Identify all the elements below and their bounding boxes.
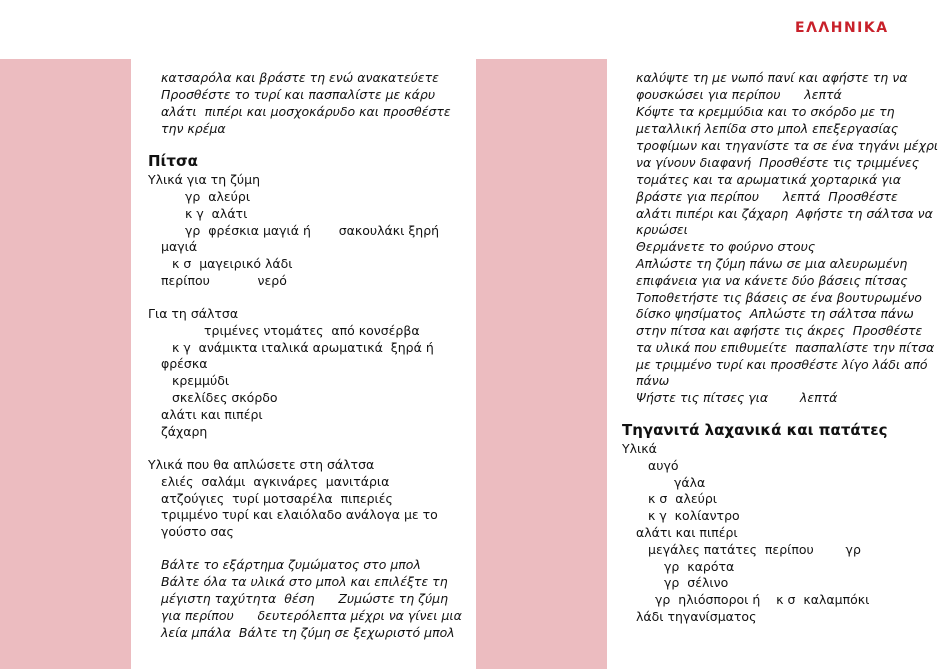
topping-heading: Υλικά που θα απλώσετε στη σάλτσα [148,457,375,472]
method-line: φουσκώσει για περίπου λεπτά [636,87,842,102]
method-line: τροφίμων και τηγανίστε τα σε ένα τηγάνι μέχρι [636,138,939,153]
method-line: καλύψτε τη με νωπό πανί και αφήστε τη να [636,70,908,85]
ingredient-line: κ γ κολίαντρο [648,508,740,523]
ingredient-line: κρεμμύδι [172,373,230,388]
text-line: κατσαρόλα και βράστε τη ενώ ανακατεύετε [161,70,439,85]
ingredient-line: φρέσκα [161,356,208,371]
method-line: βράστε για περίπου λεπτά Προσθέστε [636,189,898,204]
ingredient-line: σκελίδες σκόρδο [172,390,278,405]
method-line: επιφάνεια για να κάνετε δύο βάσεις πίτσας [636,273,908,288]
text-line: Προσθέστε το τυρί και πασπαλίστε με κάρυ [161,87,436,102]
method-line: για περίπου δευτερόλεπτα μέχρι να γίνει μια [161,608,462,623]
ingredient-line: γρ σέλινο [664,575,729,590]
method-line: να γίνουν διαφανή Προσθέστε τις τριμμένες [636,155,920,170]
method-line: δίσκο ψησίματος Απλώστε τη σάλτσα πάνω [636,306,914,321]
ingredient-line: γρ φρέσκια μαγιά ή σακουλάκι ξηρή [185,223,440,238]
sauce-heading: Για τη σάλτσα [148,306,239,321]
language-label: ΕΛΛΗΝΙΚΑ [795,20,889,36]
method-line: πάνω [636,373,670,388]
text-line: την κρέμα [161,121,226,136]
left-margin-band [0,59,131,669]
ingredient-line: τριμένες ντομάτες από κονσέρβα [204,323,420,338]
ingredient-line: μεγάλες πατάτες περίπου γρ [648,542,861,557]
dough-heading: Υλικά για τη ζύμη [148,172,261,187]
ingredient-line: γρ καρότα [664,559,735,574]
ingredient-line: γρ αλεύρι [185,189,251,204]
method-line: κρυώσει [636,222,688,237]
ingredient-line: τριμμένο τυρί και ελαιόλαδο ανάλογα με το [161,507,438,522]
ingredient-line: κ γ αλάτι [185,206,248,221]
ingredient-line: λάδι τηγανίσματος [636,609,757,624]
ingredient-line: κ σ αλεύρι [648,491,718,506]
method-line: Τοποθετήστε τις βάσεις σε ένα βουτυρωμένο [636,290,922,305]
method-line: μεταλλική λεπίδα στο μπολ επεξεργασίας [636,121,899,136]
ingredient-line: ελιές σαλάμι αγκινάρες μανιτάρια [161,474,390,489]
method-line: Κόψτε τα κρεμμύδια και το σκόρδο με τη [636,104,895,119]
text-line: αλάτι πιπέρι και μοσχοκάρυδο και προσθέστε [161,104,451,119]
method-line: αλάτι πιπέρι και ζάχαρη Αφήστε τη σάλτσα να [636,206,933,221]
method-line: στην πίτσα και αφήστε τις άκρες Προσθέστε [636,323,923,338]
method-line: Απλώστε τη ζύμη πάνω σε μια αλευρωμένη [636,256,908,271]
method-line: Ψήστε τις πίτσες για λεπτά [636,390,838,405]
method-line: Βάλτε το εξάρτημα ζυμώματος στο μπολ [161,557,421,572]
ingredient-line: αλάτι και πιπέρι [161,407,263,422]
ingredient-line: αυγό [648,458,679,473]
fried-ingredients-heading: Υλικά [622,441,657,456]
ingredient-line: περίπου νερό [161,273,287,288]
fried-vegetables-title: Τηγανιτά λαχανικά και πατάτες [622,421,888,439]
ingredient-line: γρ ηλιόσποροι ή κ σ καλαμπόκι [655,592,870,607]
method-line: λεία μπάλα Βάλτε τη ζύμη σε ξεχωριστό μπολ [161,625,455,640]
method-line: τομάτες και τα αρωματικά χορταρικά για [636,172,902,187]
ingredient-line: αλάτι και πιπέρι [636,525,738,540]
ingredient-line: ζάχαρη [161,424,208,439]
method-line: μέγιστη ταχύτητα θέση Ζυμώστε τη ζύμη [161,591,449,606]
method-line: Θερμάνετε το φούρνο στους [636,239,816,254]
ingredient-line: ατζούγιες τυρί μοτσαρέλα πιπεριές [161,491,393,506]
ingredient-line: κ γ ανάμικτα ιταλικά αρωματικά ξηρά ή [172,340,434,355]
ingredient-line: κ σ μαγειρικό λάδι [172,256,293,271]
method-line: με τριμμένο τυρί και προσθέστε λίγο λάδι από [636,357,928,372]
pizza-title: Πίτσα [148,152,198,170]
ingredient-line: γάλα [674,475,706,490]
ingredient-line: μαγιά [161,239,198,254]
method-line: Βάλτε όλα τα υλικά στο μπολ και επιλέξτε τη [161,574,448,589]
method-line: τα υλικά που επιθυμείτε πασπαλίστε την πίτσα [636,340,935,355]
ingredient-line: γούστο σας [161,524,234,539]
center-margin-band [476,59,607,669]
